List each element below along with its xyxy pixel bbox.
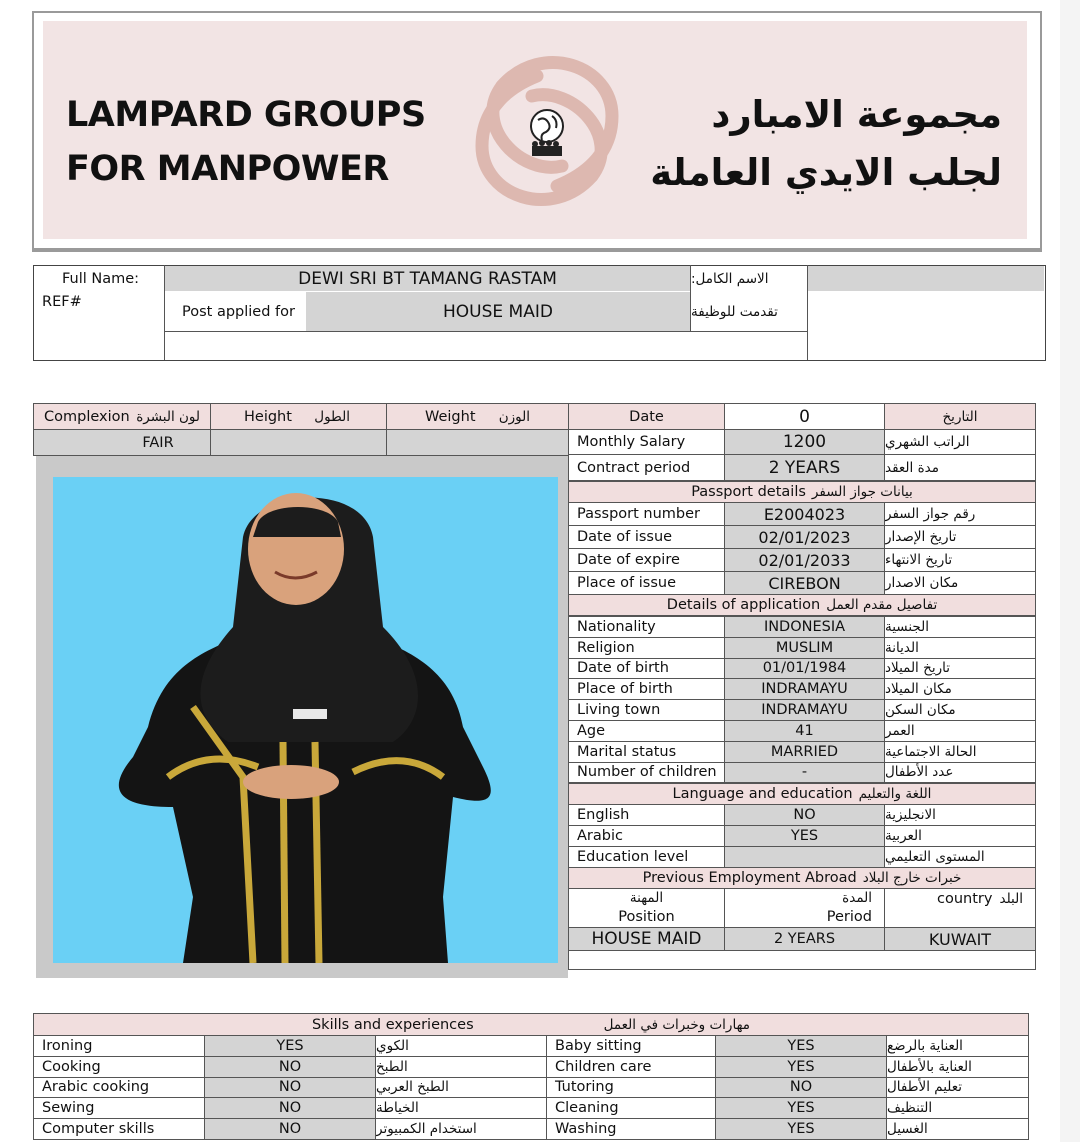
detail-value: NO <box>724 804 885 826</box>
skill-value: YES <box>715 1118 887 1140</box>
language-section-header-label: Language and education <box>672 786 853 802</box>
detail-value: 02/01/2033 <box>724 548 885 572</box>
employment-section-header-label: Previous Employment Abroad <box>642 870 857 886</box>
full-name-label: Full Name: <box>62 271 140 287</box>
detail-value: YES <box>724 825 885 847</box>
detail-label: Number of children <box>568 762 725 784</box>
skill-label-ar: الكوي <box>375 1035 547 1057</box>
weight-header <box>386 403 569 430</box>
detail-label: Arabic <box>568 825 725 847</box>
application-section-header <box>568 594 1036 616</box>
height-header <box>210 403 387 430</box>
detail-value: - <box>724 762 885 784</box>
ref-label: REF# <box>42 294 82 310</box>
skill-label-ar: الغسيل <box>886 1118 1029 1140</box>
date-value: 0 <box>724 403 885 430</box>
detail-value: CIREBON <box>724 571 885 595</box>
company-name-en-line1: LAMPARD GROUPS <box>66 95 426 135</box>
detail-label-ar: عدد الأطفال <box>884 762 1036 784</box>
detail-value: 02/01/2023 <box>724 525 885 549</box>
company-name-en-line2: FOR MANPOWER <box>66 149 389 189</box>
contract-label: Contract period <box>568 454 725 481</box>
employment-empty-row <box>568 950 1036 970</box>
detail-label: Date of issue <box>568 525 725 549</box>
post-applied-label-ar: تقدمت للوظيفة <box>691 304 778 320</box>
date-label-ar: التاريخ <box>884 403 1036 430</box>
detail-value: INDRAMAYU <box>724 678 885 700</box>
detail-value: E2004023 <box>724 502 885 526</box>
detail-label: English <box>568 804 725 826</box>
language-section-header <box>568 783 1036 805</box>
company-name-ar-line1: مجموعة الامبارد <box>711 93 1002 136</box>
detail-value: INDRAMAYU <box>724 699 885 721</box>
passport-section-header-label: Passport details <box>691 484 806 500</box>
applicant-portrait-image <box>53 477 558 963</box>
date-label: Date <box>568 403 725 430</box>
weight-label-ar: الوزن <box>498 408 530 425</box>
employment-period-heading-bottom: Period <box>826 909 872 925</box>
detail-label: Nationality <box>568 616 725 638</box>
application-section-header-label: Details of application <box>666 597 821 613</box>
detail-label-ar: مكان الاصدار <box>884 571 1036 595</box>
skill-label: Ironing <box>33 1035 205 1057</box>
detail-label: Marital status <box>568 741 725 763</box>
skill-label-ar: الطبخ <box>375 1056 547 1078</box>
employment-position-heading <box>568 888 725 928</box>
salary-label: Monthly Salary <box>568 429 725 455</box>
skill-value: YES <box>715 1035 887 1057</box>
weight-label: Weight <box>425 408 476 425</box>
skill-label-ar: استخدام الكمبيوتر <box>375 1118 547 1140</box>
weight-value-cell <box>386 429 569 456</box>
skill-value: NO <box>204 1097 376 1119</box>
full-name-label-ar: الاسم الكامل: <box>691 271 769 287</box>
employment-period-value: 2 YEARS <box>724 927 885 951</box>
detail-label: Age <box>568 720 725 742</box>
employment-country-heading-en: country <box>937 891 993 907</box>
company-name-ar-line2: لجلب الايدي العاملة <box>650 151 1002 194</box>
application-section-header-label-ar: تفاصيل مقدم العمل <box>826 597 938 613</box>
skill-label-ar: العناية بالرضع <box>886 1035 1029 1057</box>
skill-label: Computer skills <box>33 1118 205 1140</box>
detail-label-ar: تاريخ الإصدار <box>884 525 1036 549</box>
skill-value: YES <box>715 1097 887 1119</box>
company-name-en <box>66 88 426 196</box>
detail-label: Education level <box>568 846 725 868</box>
skills-header-label-ar: مهارات وخبرات في العمل <box>603 1016 751 1033</box>
skill-value: NO <box>204 1077 376 1099</box>
skill-label: Children care <box>546 1056 716 1078</box>
language-section-header-label-ar: اللغة والتعليم <box>858 786 932 802</box>
skill-label-ar: الطبخ العربي <box>375 1077 547 1099</box>
skill-label: Cleaning <box>546 1097 716 1119</box>
complexion-label: Complexion <box>44 408 130 425</box>
detail-value <box>724 846 885 868</box>
detail-label-ar: المستوى التعليمي <box>884 846 1036 868</box>
detail-label-ar: العربية <box>884 825 1036 847</box>
skill-label: Tutoring <box>546 1077 716 1099</box>
detail-value: MARRIED <box>724 741 885 763</box>
employment-position-heading-bottom: Position <box>618 909 675 925</box>
post-applied-value: HOUSE MAID <box>306 292 690 331</box>
skill-label: Washing <box>546 1118 716 1140</box>
detail-value: MUSLIM <box>724 637 885 659</box>
skill-label: Sewing <box>33 1097 205 1119</box>
detail-label-ar: الديانة <box>884 637 1036 659</box>
company-logo-icon <box>462 46 632 216</box>
complexion-value: FAIR <box>33 429 283 456</box>
company-name-ar <box>640 86 1002 202</box>
full-name-value: DEWI SRI BT TAMANG RASTAM <box>165 266 690 291</box>
employment-section-header <box>568 867 1036 889</box>
skill-value: YES <box>715 1056 887 1078</box>
skill-label-ar: تعليم الأطفال <box>886 1077 1029 1099</box>
detail-label-ar: مكان الميلاد <box>884 678 1036 700</box>
skill-label: Cooking <box>33 1056 205 1078</box>
detail-label-ar: الحالة الاجتماعية <box>884 741 1036 763</box>
contract-label-ar: مدة العقد <box>884 454 1036 481</box>
skill-value: YES <box>204 1035 376 1057</box>
detail-label: Place of birth <box>568 678 725 700</box>
salary-label-ar: الراتب الشهري <box>884 429 1036 455</box>
employment-country-value: KUWAIT <box>884 927 1036 951</box>
skill-label: Arabic cooking <box>33 1077 205 1099</box>
height-value-cell <box>210 429 387 456</box>
detail-label: Passport number <box>568 502 725 526</box>
detail-label-ar: الجنسية <box>884 616 1036 638</box>
employment-country-heading <box>884 888 1036 928</box>
skills-header-label: Skills and experiences <box>311 1016 474 1033</box>
passport-section-header-label-ar: بيانات جواز السفر <box>811 484 913 500</box>
employment-country-heading-ar: البلد <box>999 891 1023 907</box>
detail-label: Date of birth <box>568 658 725 680</box>
post-applied-label: Post applied for <box>182 304 295 320</box>
employment-period-heading-top: المدة <box>842 890 872 906</box>
complexion-header <box>33 403 211 430</box>
employment-period-heading <box>724 888 885 928</box>
height-label-ar: الطول <box>314 408 350 425</box>
employment-position-heading-top: المهنة <box>629 890 664 906</box>
detail-label-ar: تاريخ الميلاد <box>884 658 1036 680</box>
skill-label-ar: الخياطة <box>375 1097 547 1119</box>
skills-header <box>33 1013 1029 1036</box>
employment-position-value: HOUSE MAID <box>568 927 725 951</box>
detail-value: 41 <box>724 720 885 742</box>
passport-section-header <box>568 481 1036 503</box>
skill-value: NO <box>715 1077 887 1099</box>
detail-label-ar: مكان السكن <box>884 699 1036 721</box>
detail-label: Religion <box>568 637 725 659</box>
skill-label-ar: العناية بالأطفال <box>886 1056 1029 1078</box>
salary-value: 1200 <box>724 429 885 455</box>
detail-value: 01/01/1984 <box>724 658 885 680</box>
full-name-extra-cell <box>808 266 1044 291</box>
height-label: Height <box>244 408 292 425</box>
detail-label-ar: رقم جواز السفر <box>884 502 1036 526</box>
detail-label: Living town <box>568 699 725 721</box>
skill-value: NO <box>204 1056 376 1078</box>
detail-label-ar: العمر <box>884 720 1036 742</box>
detail-label-ar: الانجليزية <box>884 804 1036 826</box>
employment-section-header-label-ar: خبرات خارج البلاد <box>862 870 962 886</box>
contract-value: 2 YEARS <box>724 454 885 481</box>
detail-label: Place of issue <box>568 571 725 595</box>
skill-value: NO <box>204 1118 376 1140</box>
skill-label: Baby sitting <box>546 1035 716 1057</box>
complexion-label-ar: لون البشرة <box>136 408 200 425</box>
skill-label-ar: التنظيف <box>886 1097 1029 1119</box>
detail-label: Date of expire <box>568 548 725 572</box>
applicant-photo <box>53 477 558 963</box>
detail-label-ar: تاريخ الانتهاء <box>884 548 1036 572</box>
detail-value: INDONESIA <box>724 616 885 638</box>
